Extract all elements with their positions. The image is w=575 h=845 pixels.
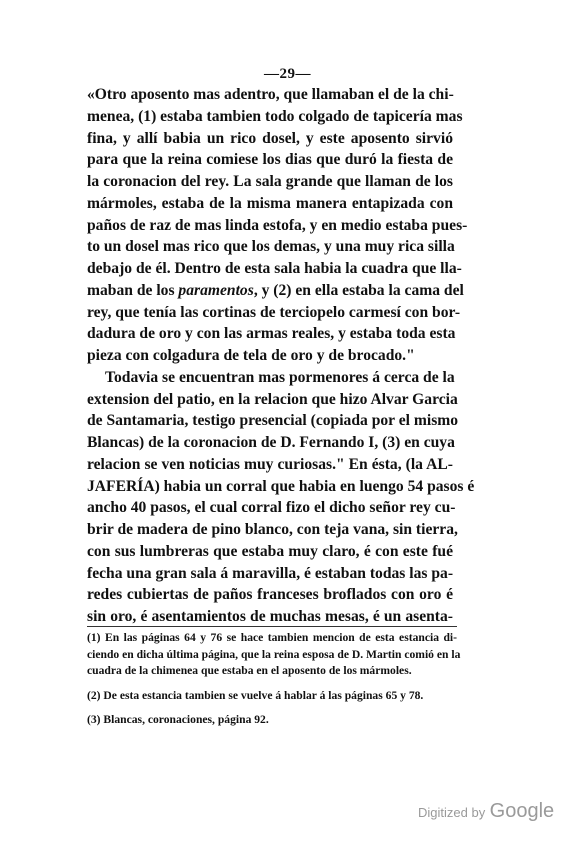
body-line: sin oro, é asentamientos de muchas mesas, é un asenta-: [87, 608, 453, 625]
footnote-line: (1) En las páginas 64 y 76 se hace tambien mencion de esta estancia di-: [87, 631, 457, 644]
body-line: «Otro aposento mas adentro, que llamaban el de la chi-: [87, 86, 454, 103]
watermark-prefix: Digitized by: [418, 805, 486, 820]
body-line: ancho 40 pasos, el cual corral fizo el dicho señor rey cu-: [87, 499, 456, 517]
body-line: de Santamaria, testigo presencial (copiada por el mismo: [87, 412, 459, 430]
body-line: Blancas) de la coronacion de D. Fernando I, (3) en cuya: [87, 434, 455, 451]
footnote-3: [87, 712, 457, 729]
body-line: brir de madera de pino blanco, con teja vana, sin tierra,: [87, 521, 458, 538]
footnote-line: ciendo en dicha última página, que la reina esposa de D. Martin comió en la: [87, 647, 461, 661]
body-line: redes cubiertas de paños franceses broflados con oro é: [87, 586, 453, 604]
body-line: extension del patio, en la relacion que hizo Alvar Garcia: [87, 390, 458, 408]
body-line: paños de raz de mas linda estofa, y en medio estaba pues-: [87, 216, 468, 234]
watermark-brand: Google: [489, 800, 555, 822]
body-line: to un dosel mas rico que los demas, y una muy rica silla: [87, 238, 455, 256]
body-line: maban de los paramentos, y (2) en ella estaba la cama del: [87, 281, 464, 299]
footnote-line: (3) Blancas, coronaciones, página 92.: [87, 713, 269, 727]
body-line: rey, que tenía las cortinas de terciopelo carmesí con bor-: [87, 303, 461, 321]
footnote-1: [87, 630, 461, 680]
body-line: menea, (1) estaba tambien todo colgado de tapicería mas: [87, 107, 463, 125]
body-line: fina, y allí babia un rico dosel, y este aposento sirvió: [87, 129, 453, 147]
body-line: dadura de oro y con las armas reales, y estaba toda esta: [87, 325, 456, 343]
body-line: para que la reina comiese los dias que duró la fiesta de: [87, 151, 453, 169]
footnote-divider: [87, 626, 457, 627]
body-line: debajo de él. Dentro de esta sala habia la cuadra que lla-: [87, 260, 462, 277]
body-line: Todavia se encuentran mas pormenores á cerca de la: [105, 368, 455, 386]
italic-term: paramentos: [178, 281, 254, 299]
digitization-watermark: [418, 800, 554, 823]
body-line: con sus lumbreras que estaba muy claro, é con este fué: [87, 542, 453, 560]
footnotes: [87, 630, 461, 737]
page-number: —29—: [264, 66, 311, 82]
body-line: pieza con colgadura de tela de oro y de brocado.": [87, 347, 415, 364]
body-text: [87, 84, 475, 628]
footnote-2: [87, 688, 457, 705]
body-line: relacion se ven noticias muy curiosas." En ésta, (la AL-: [87, 455, 453, 473]
footnote-line: cuadra de la chimenea que estaba en el aposento de los mármoles.: [87, 664, 412, 678]
body-line: JAFERÍA) habia un corral que habia en luengo 54 pasos é: [87, 477, 475, 495]
body-line: la coronacion del rey. La sala grande que llaman de los: [87, 173, 453, 190]
body-line: fecha una gran sala á maravilla, é estaban todas las pa-: [87, 564, 454, 582]
footnote-line: (2) De esta estancia tambien se vuelve á hablar á las páginas 65 y 78.: [87, 688, 424, 702]
body-line: mármoles, estaba de la misma manera entapizada con: [87, 194, 453, 212]
